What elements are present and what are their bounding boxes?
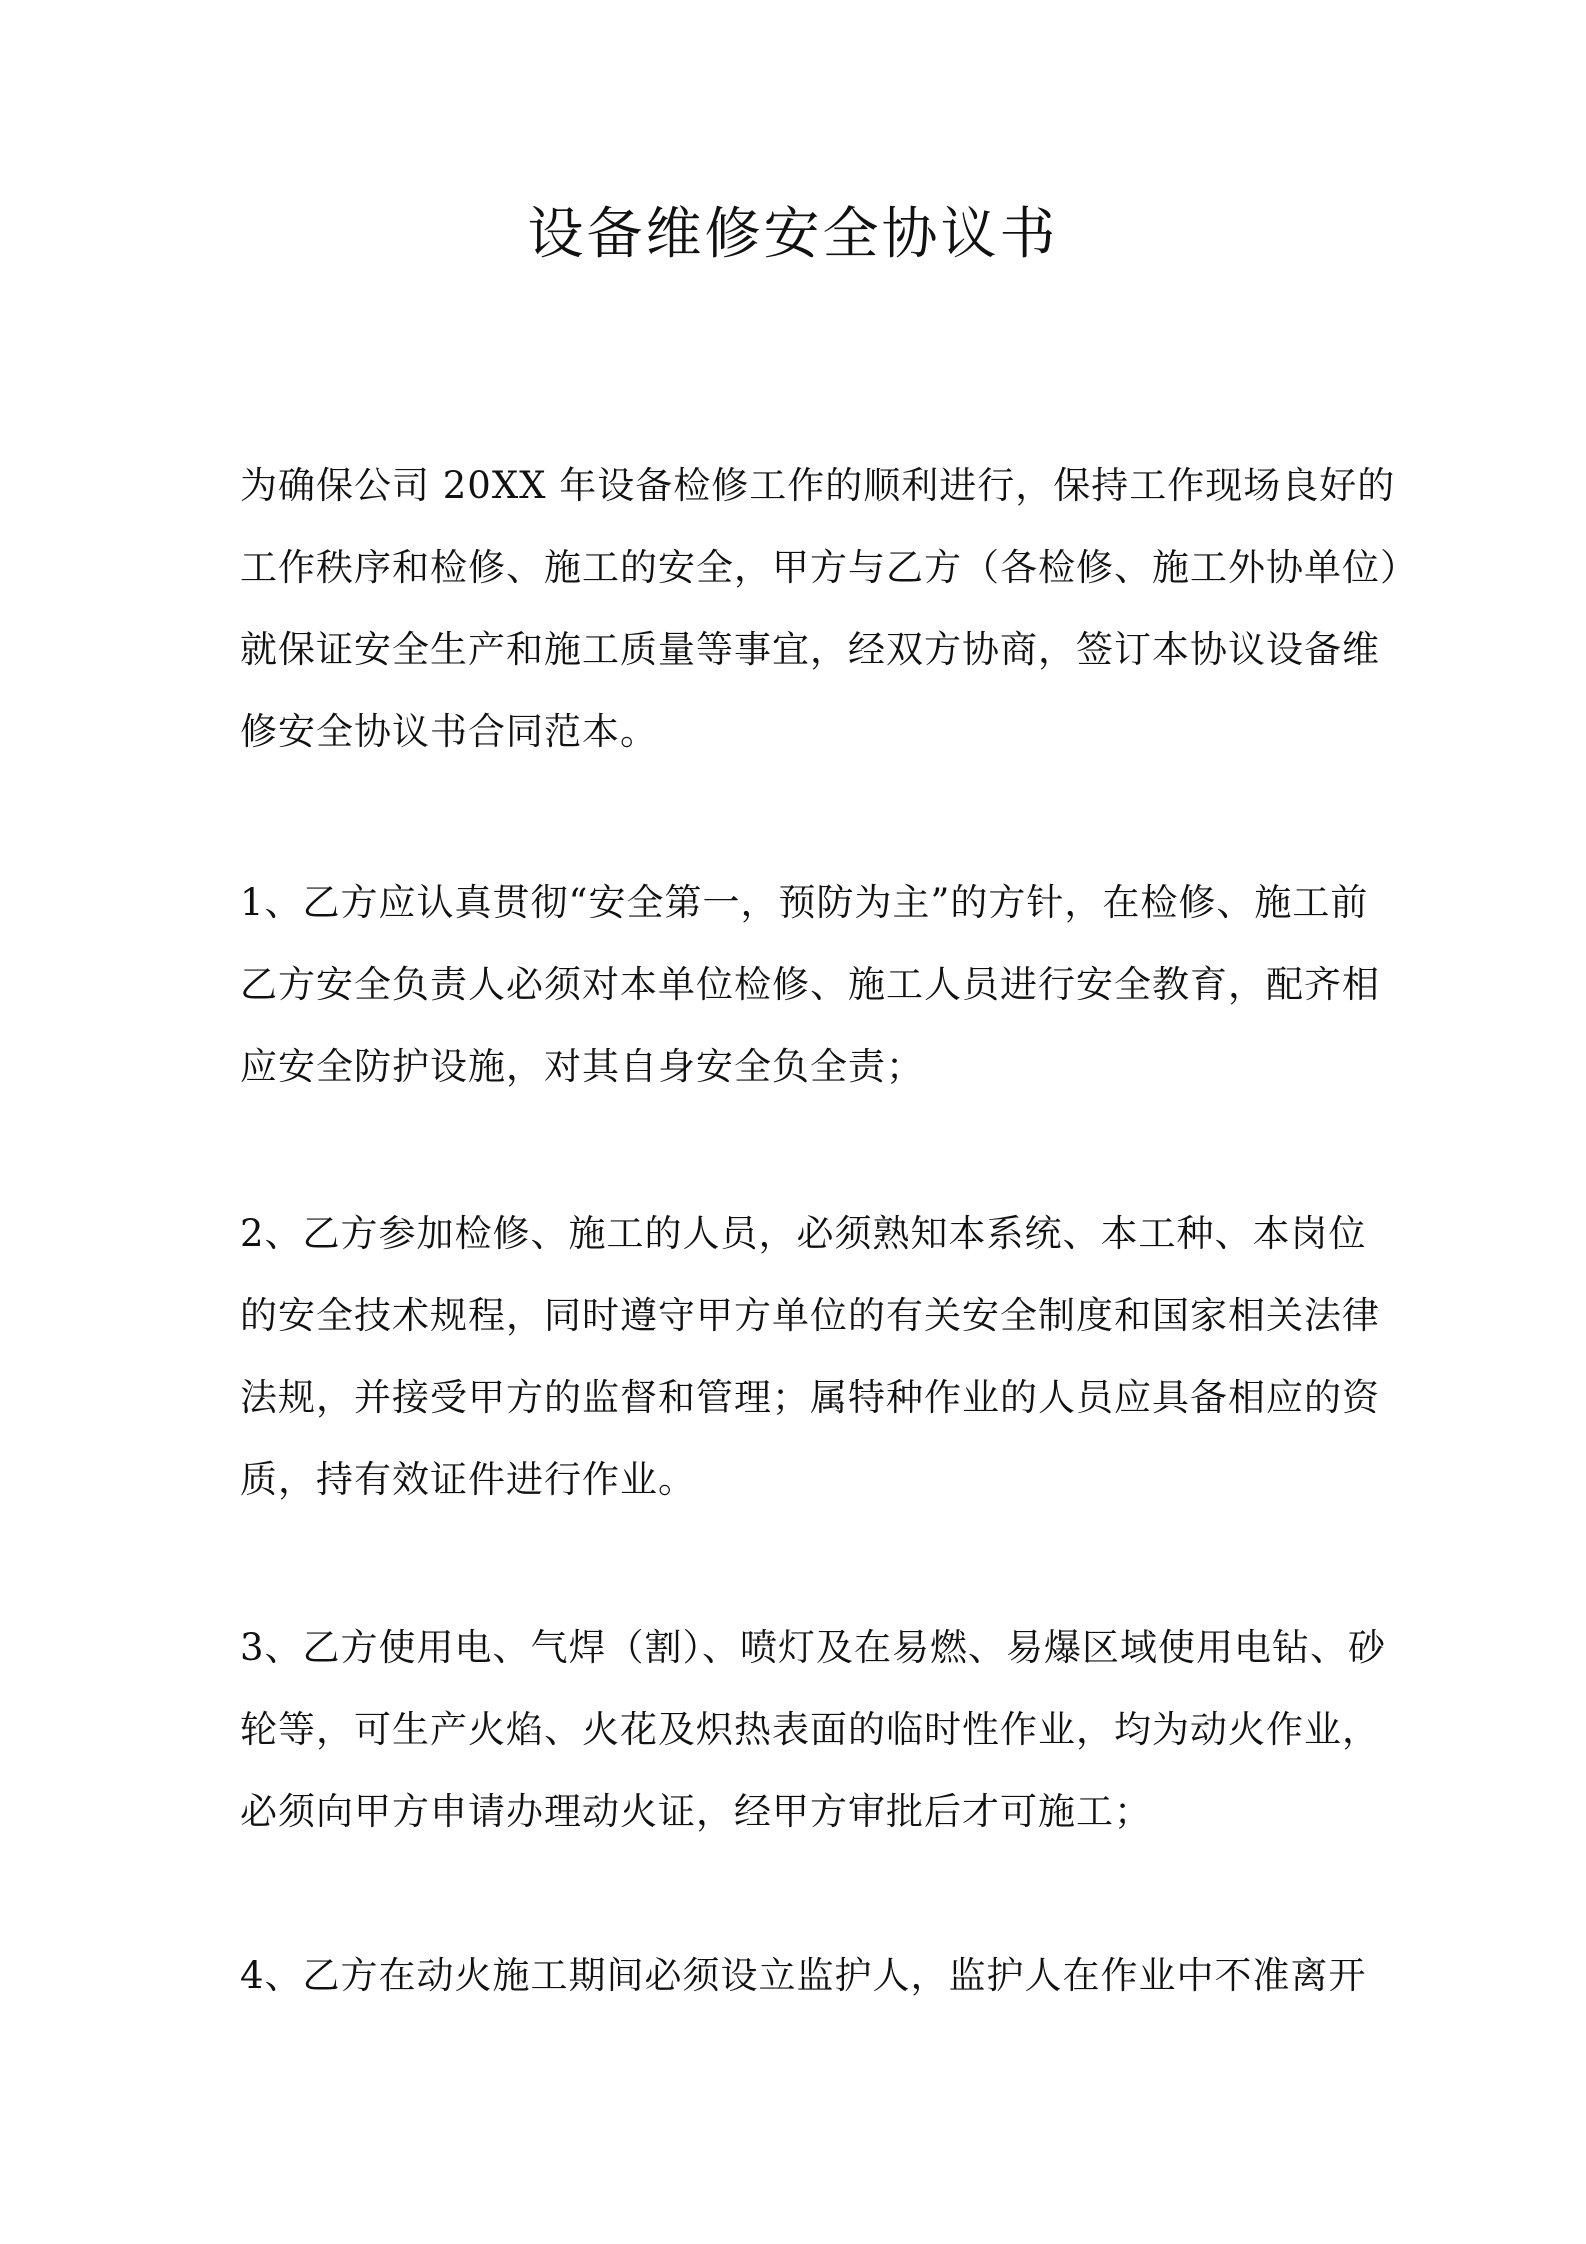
clause-2-paragraph	[240, 1193, 1380, 1521]
intro-paragraph	[240, 445, 1418, 773]
paragraph-line: 就保证安全生产和施工质量等事宜，经双方协商，签订本协议设备维	[240, 628, 1380, 671]
paragraph-line: 应安全防护设施，对其自身安全负全责；	[240, 1045, 924, 1088]
clause-3-paragraph	[240, 1607, 1387, 1853]
clause-1-paragraph	[240, 862, 1380, 1108]
paragraph-line: 乙方安全负责人必须对本单位检修、施工人员进行安全教育，配齐相	[240, 963, 1380, 1006]
paragraph-line: 轮等，可生产火焰、火花及炽热表面的临时性作业，均为动火作业，	[240, 1708, 1380, 1751]
paragraph-line: 2、乙方参加检修、施工的人员，必须熟知本系统、本工种、本岗位	[240, 1212, 1367, 1255]
paragraph-line: 3、乙方使用电、气焊（割）、喷灯及在易燃、易爆区域使用电钻、砂	[240, 1626, 1387, 1669]
paragraph-line: 为确保公司 20XX 年设备检修工作的顺利进行，保持工作现场良好的	[240, 464, 1396, 507]
paragraph-line: 修安全协议书合同范本。	[240, 710, 658, 753]
paragraph-line: 法规，并接受甲方的监督和管理；属特种作业的人员应具备相应的资	[240, 1376, 1380, 1419]
paragraph-line: 的安全技术规程，同时遵守甲方单位的有关安全制度和国家相关法律	[240, 1294, 1380, 1337]
document-title: 设备维修安全协议书	[527, 202, 1059, 267]
paragraph-line: 质，持有效证件进行作业。	[240, 1458, 696, 1501]
paragraph-line: 1、乙方应认真贯彻“安全第一，预防为主”的方针，在检修、施工前	[240, 881, 1369, 924]
paragraph-line: 4、乙方在动火施工期间必须设立监护人，监护人在作业中不准离开	[240, 1954, 1367, 1997]
paragraph-line: 工作秩序和检修、施工的安全，甲方与乙方（各检修、施工外协单位）	[240, 546, 1418, 589]
paragraph-line: 必须向甲方申请办理动火证，经甲方审批后才可施工；	[240, 1790, 1152, 1833]
clause-4-paragraph	[240, 1935, 1367, 2017]
